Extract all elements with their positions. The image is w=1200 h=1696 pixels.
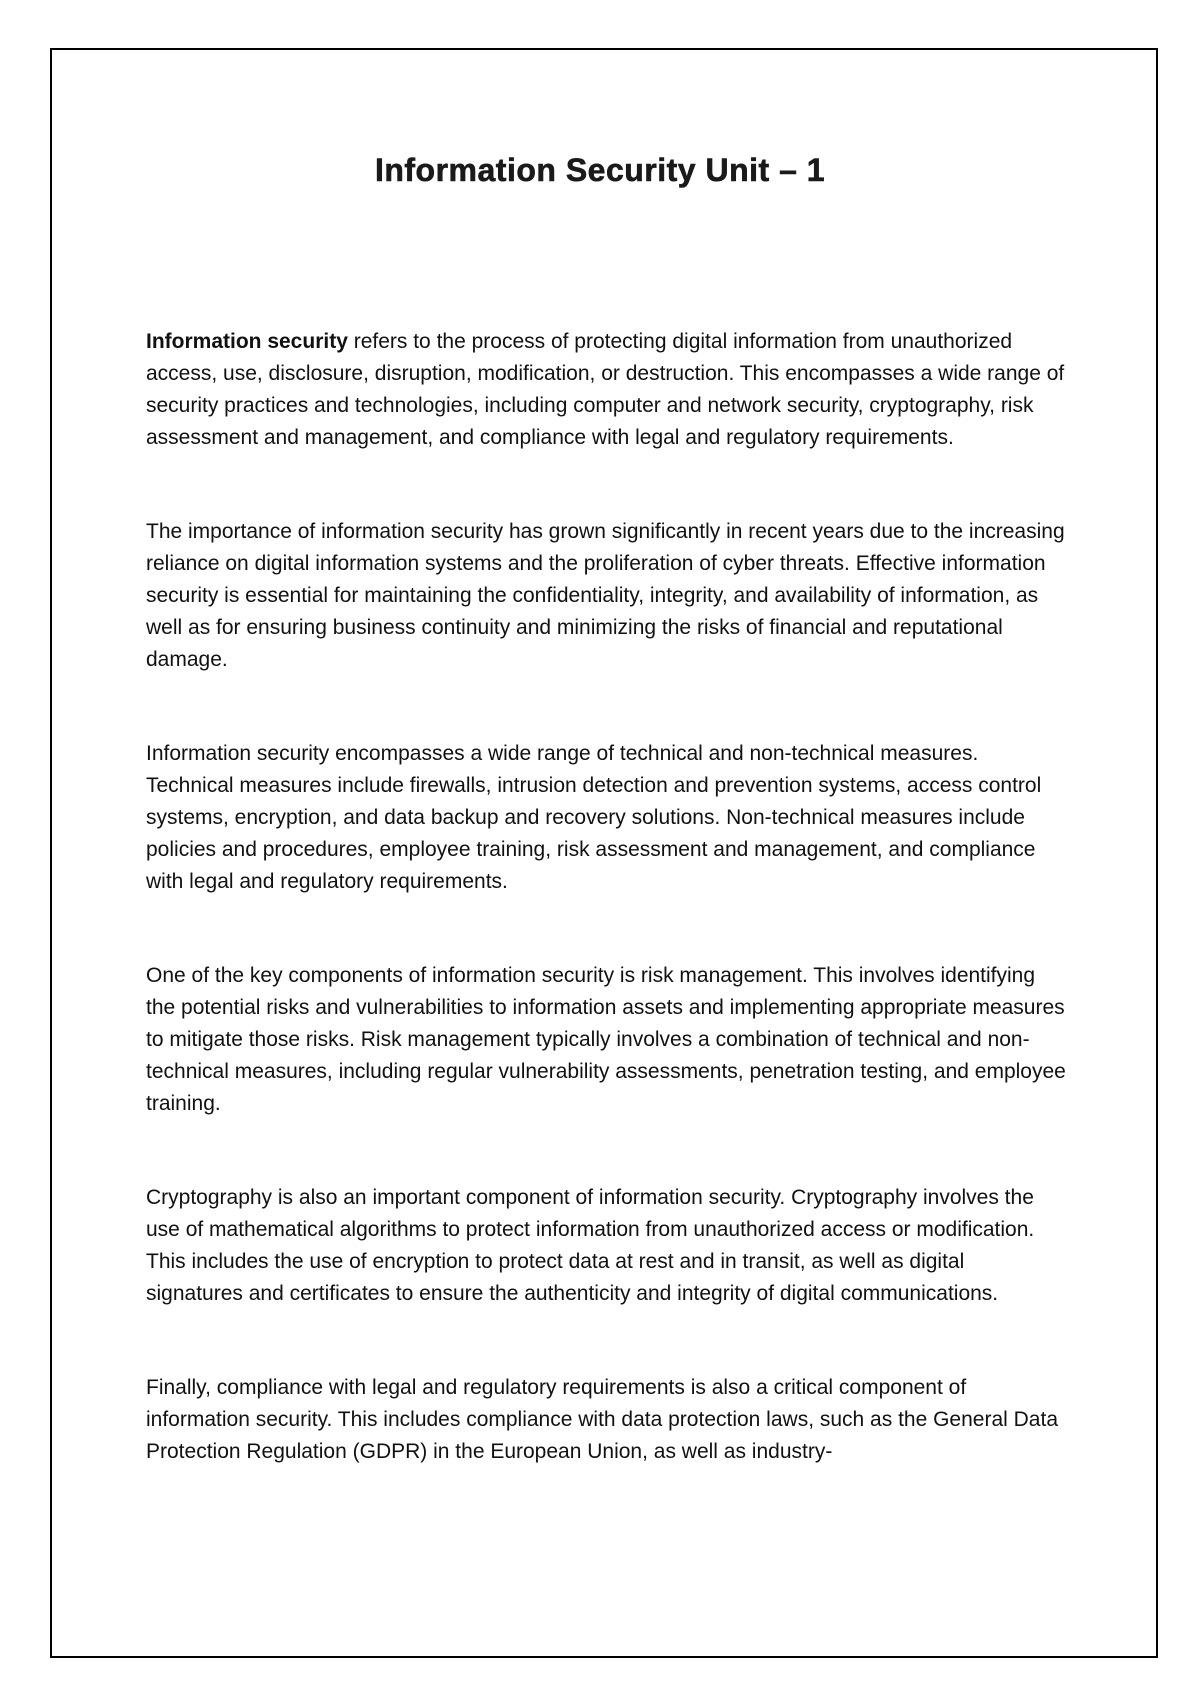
document-body <box>146 326 1066 1530</box>
document-title: Information Security Unit – 1 <box>374 152 826 188</box>
paragraph-risk-management: One of the key components of information security is risk management. This involves identifying the potential risks and vulnerabilities to information assets and implementing appropriate measures to mitigate those risks. Risk management typically involves a combination of technical and non-technical measures, including regular vulnerability assessments, penetration testing, and employee training. <box>146 964 1066 1115</box>
paragraph-importance: The importance of information security has grown significantly in recent years due to the increasing reliance on digital information systems and the proliferation of cyber threats. Effective information security is essential for maintaining the confidentiality, integrity, and availability of information, as well as for ensuring business continuity and minimizing the risks of financial and reputational damage. <box>146 520 1065 671</box>
paragraph-lead-term: Information security <box>146 330 348 353</box>
paragraph-text: refers to the process of protecting digital information from unauthorized access, use, disclosure, disruption, modification, or destruction. This encompasses a wide range of security practices and technologies, including computer and network security, cryptography, risk assessment and management, and compliance with legal and regulatory requirements. <box>146 330 1065 449</box>
paragraph-definition <box>146 326 1066 454</box>
paragraph-compliance: Finally, compliance with legal and regulatory requirements is also a critical component of information security. This includes compliance with data protection laws, such as the General Data Protection Regulation (GDPR) in the European Union, as well as industry- <box>146 1376 1059 1463</box>
paragraph-cryptography: Cryptography is also an important component of information security. Cryptography involves the use of mathematical algorithms to protect information from unauthorized access or modification. This includes the use of encryption to protect data at rest and in transit, as well as digital signatures and certificates to ensure the authenticity and integrity of digital communications. <box>146 1186 1035 1305</box>
paragraph-measures: Information security encompasses a wide range of technical and non-technical measures. Technical measures include firewalls, intrusion detection and prevention systems, access control systems, encryption, and data backup and recovery solutions. Non-technical measures include policies and procedures, employee training, risk assessment and management, and compliance with legal and regulatory requirements. <box>146 742 1042 893</box>
